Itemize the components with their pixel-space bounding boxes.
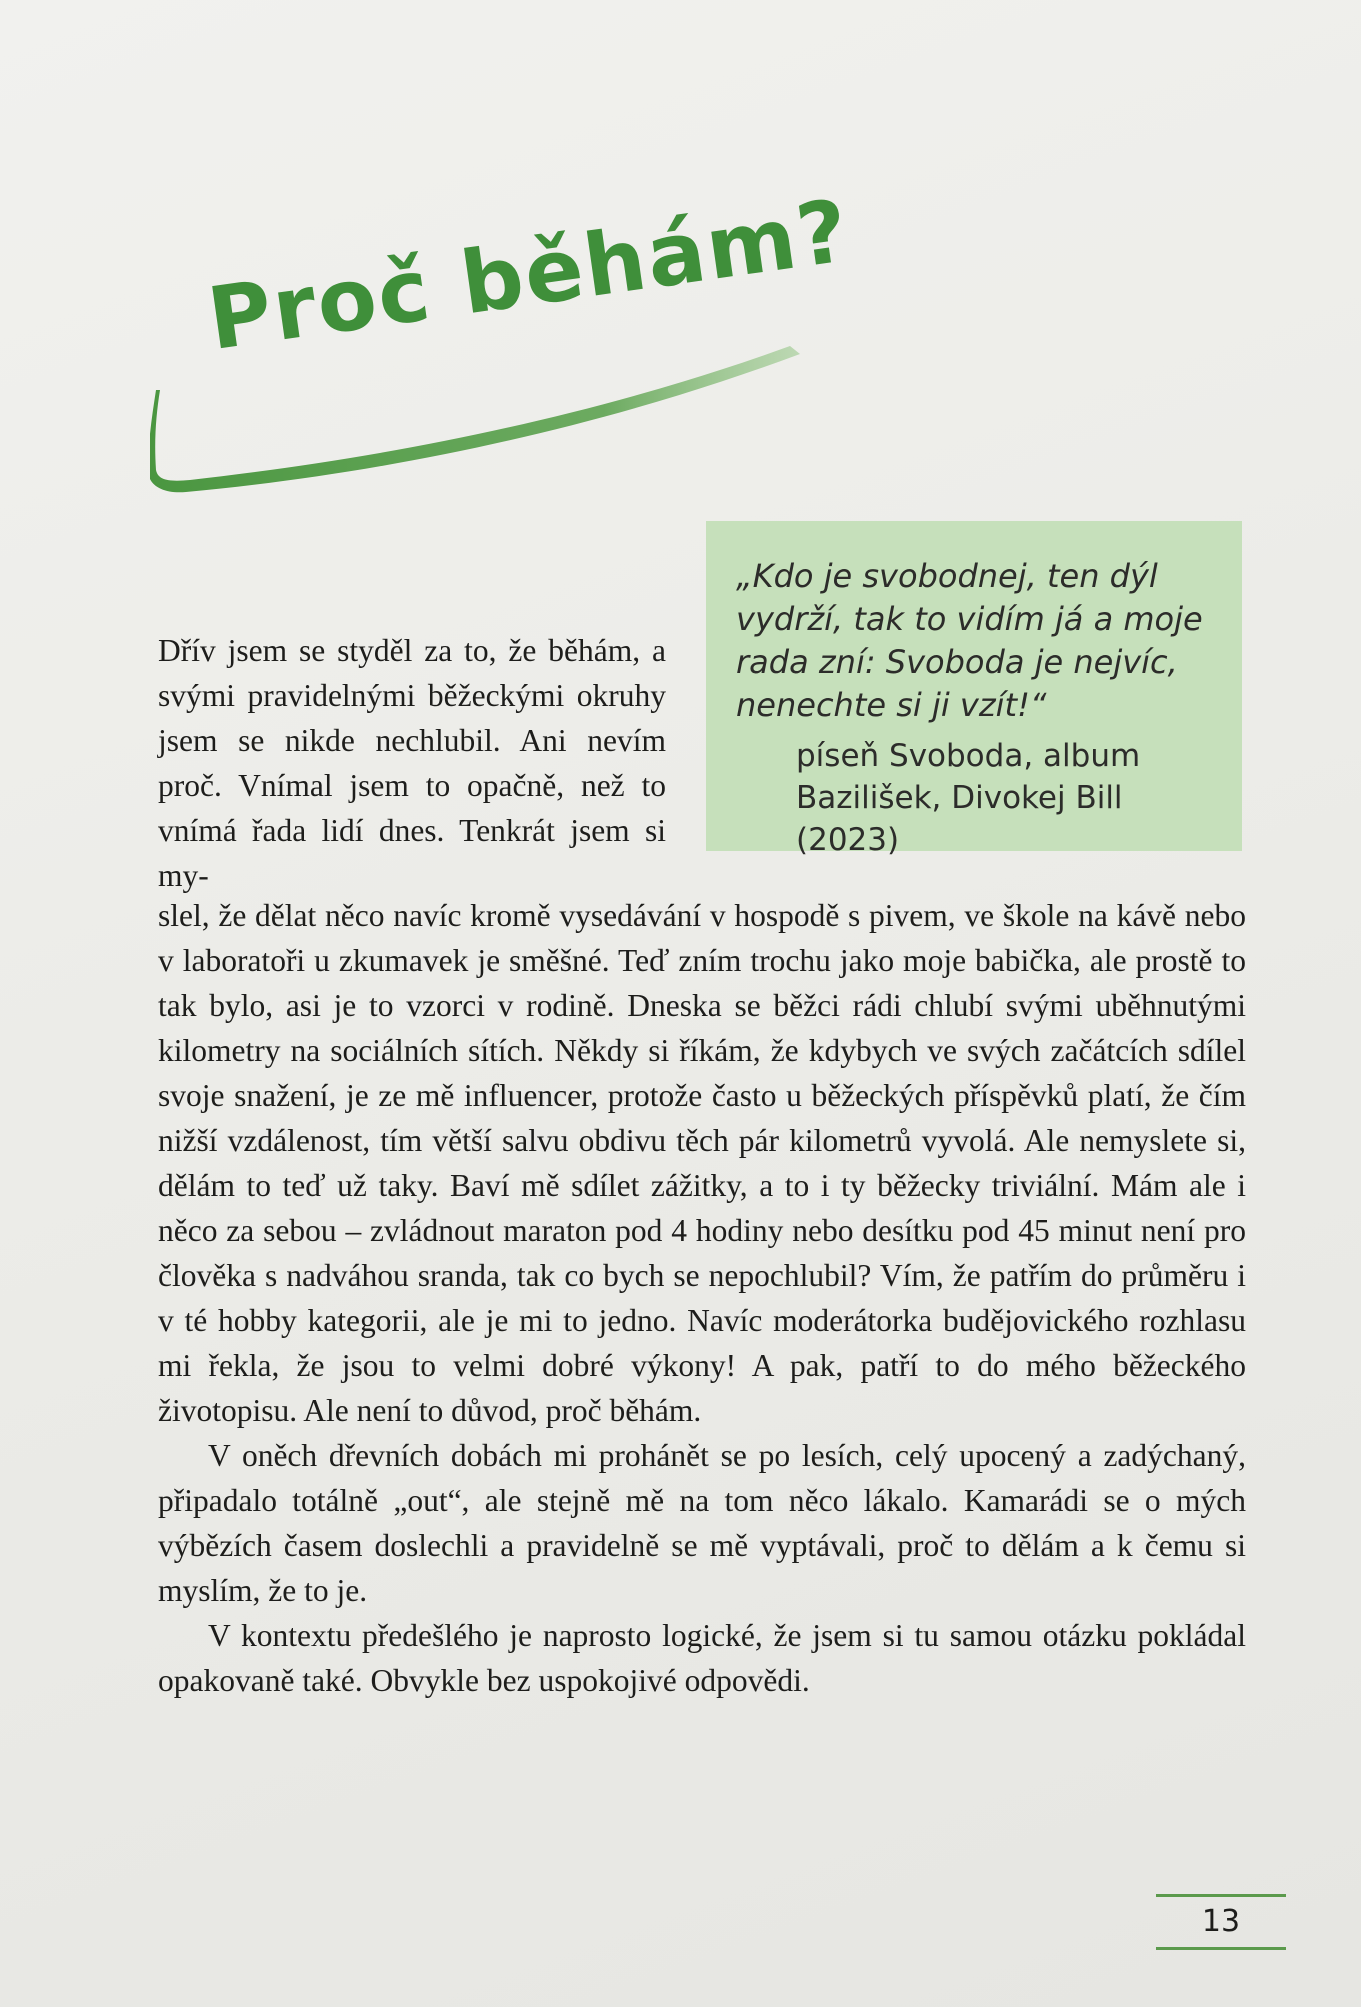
quote-source-line: píseň Svoboda, album bbox=[796, 738, 1141, 774]
chapter-heading bbox=[150, 181, 870, 510]
page-number-rule-bottom bbox=[1156, 1947, 1286, 1950]
quote-source-album: Bazilišek, Divokej Bill (2023) bbox=[796, 780, 1123, 858]
body-text bbox=[158, 893, 1246, 1703]
quote-box bbox=[706, 521, 1242, 858]
paragraph-3: V kontextu předešlého je naprosto logické, že jsem si tu samou otázku pokládal opakovaně také. Obvykle bez uspokojivé odpovědi. bbox=[158, 1618, 1246, 1698]
page-number-rule-top bbox=[1156, 1894, 1286, 1897]
body-text-narrow bbox=[158, 628, 666, 898]
quote-source bbox=[796, 735, 1214, 861]
paragraph-2: V oněch dřevních dobách mi prohánět se po lesích, celý upocený a zadýchaný, připadalo totálně „out“, ale stejně mě na tom něco lákalo. Kamarádi se o mých výbězích časem doslechli a pravidelně se mě vyptávali, proč to dělám a k čemu si myslím, že to je. bbox=[158, 1438, 1246, 1608]
page-title: Proč běhám? bbox=[202, 181, 856, 370]
paragraph-1-start: Dřív jsem se styděl za to, že běhám, a svými pravidelnými běžeckými okruhy jsem se nikde nechlubil. Ani nevím proč. Vnímal jsem to opačně, než to vnímá řada lidí dnes. Tenkrát jsem si my- bbox=[158, 633, 666, 893]
quote-text: „Kdo je svobodnej, ten dýl vydrží, tak to vidím já a moje rada zní: Svoboda je nejvíc, nenechte si ji vzít!“ bbox=[736, 557, 1203, 724]
page-number-block bbox=[1156, 1894, 1286, 1950]
paragraph-1-continued: slel, že dělat něco navíc kromě vysedávání v hospodě s pivem, ve škole na kávě nebo v laboratoři u zkumavek je směšné. Teď zním trochu jako moje babička, ale prostě to tak bylo, asi je to vzorci v rodině. Dneska se běžci rádi chlubí svými uběhnutými kilometry na sociálních sítích. Někdy si říkám, že kdybych ve svých začátcích sdílel svoje snažení, je ze mě influencer, protože často u běžeckých příspěvků platí, že čím nižší vzdálenost, tím větší salvu obdivu těch pár kilometrů vyvolá. Ale nemyslete si, dělám to teď už taky. Baví mě sdílet zážitky, a to i ty běžecky triviální. Mám ale i něco za sebou – zvládnout maraton pod 4 hodiny nebo desítku pod 45 minut není pro člověka s nadváhou sranda, tak co bych se nepochlubil? Vím, že patřím do průměru i v té hobby kategorii, ale je mi to jedno. Navíc moderátorka budějovického rozhlasu mi řekla, že jsou to velmi dobré výkony! A pak, patří to do mého běžeckého životopisu. Ale není to důvod, proč běhám. bbox=[158, 898, 1246, 1428]
page-number: 13 bbox=[1201, 1904, 1241, 1939]
